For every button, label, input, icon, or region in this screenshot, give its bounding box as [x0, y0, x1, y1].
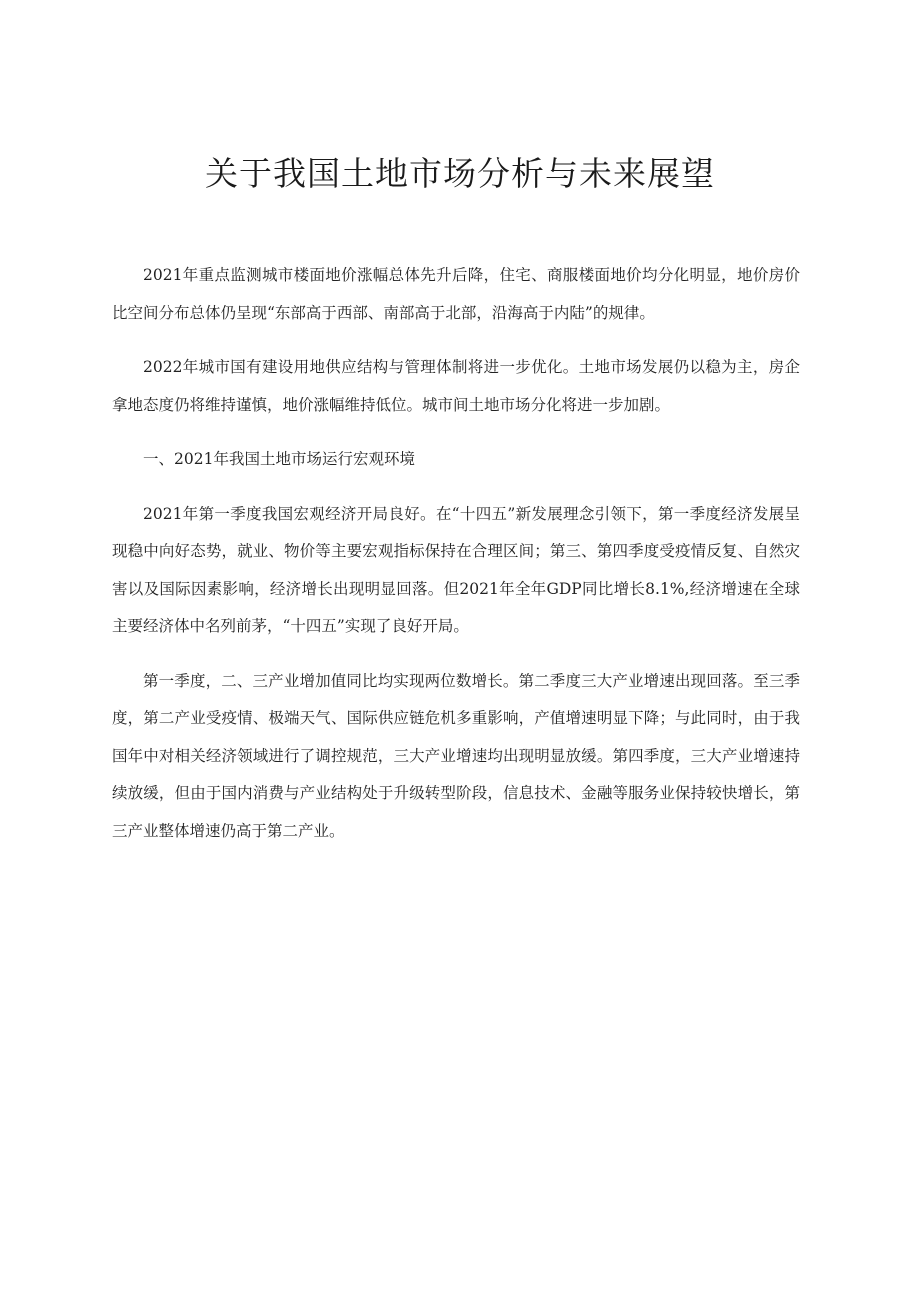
paragraph: 2022年城市国有建设用地供应结构与管理体制将进一步优化。土地市场发展仍以稳为主，房企拿地态度仍将维持谨慎，地价涨幅维持低位。城市间土地市场分化将进一步加剧。: [112, 358, 800, 414]
paragraph: 第一季度，二、三产业增加值同比均实现两位数增长。第二季度三大产业增速出现回落。至三季度，第二产业受疫情、极端天气、国际供应链危机多重影响，产值增速明显下降；与此同时，由于我国年中对相关经济领域进行了调控规范，三大产业增速均出现明显放缓。第四季度，三大产业增速持续放缓，但由于国内消费与产业结构处于升级转型阶段，信息技术、金融等服务业保持较快增长，第三产业整体增速仍高于第二产业。: [112, 671, 800, 840]
paragraph: 2021年第一季度我国宏观经济开局良好。在“十四五”新发展理念引领下，第一季度经济发展呈现稳中向好态势，就业、物价等主要宏观指标保持在合理区间；第三、第四季度受疫情反复、自然灾害以及国际因素影响，经济增长出现明显回落。但2021年全年GDP同比增长8.1%,经济增速在全球主要经济体中名列前茅，“十四五”实现了良好开局。: [112, 504, 800, 635]
document-title: 关于我国土地市场分析与未来展望: [205, 154, 715, 193]
paragraph: 2021年重点监测城市楼面地价涨幅总体先升后降，住宅、商服楼面地价均分化明显，地价房价比空间分布总体仍呈现“东部高于西部、南部高于北部，沿海高于内陆”的规律。: [112, 266, 800, 322]
section-heading: 一、2021年我国土地市场运行宏观环境: [143, 450, 415, 468]
document-body: [112, 257, 800, 867]
